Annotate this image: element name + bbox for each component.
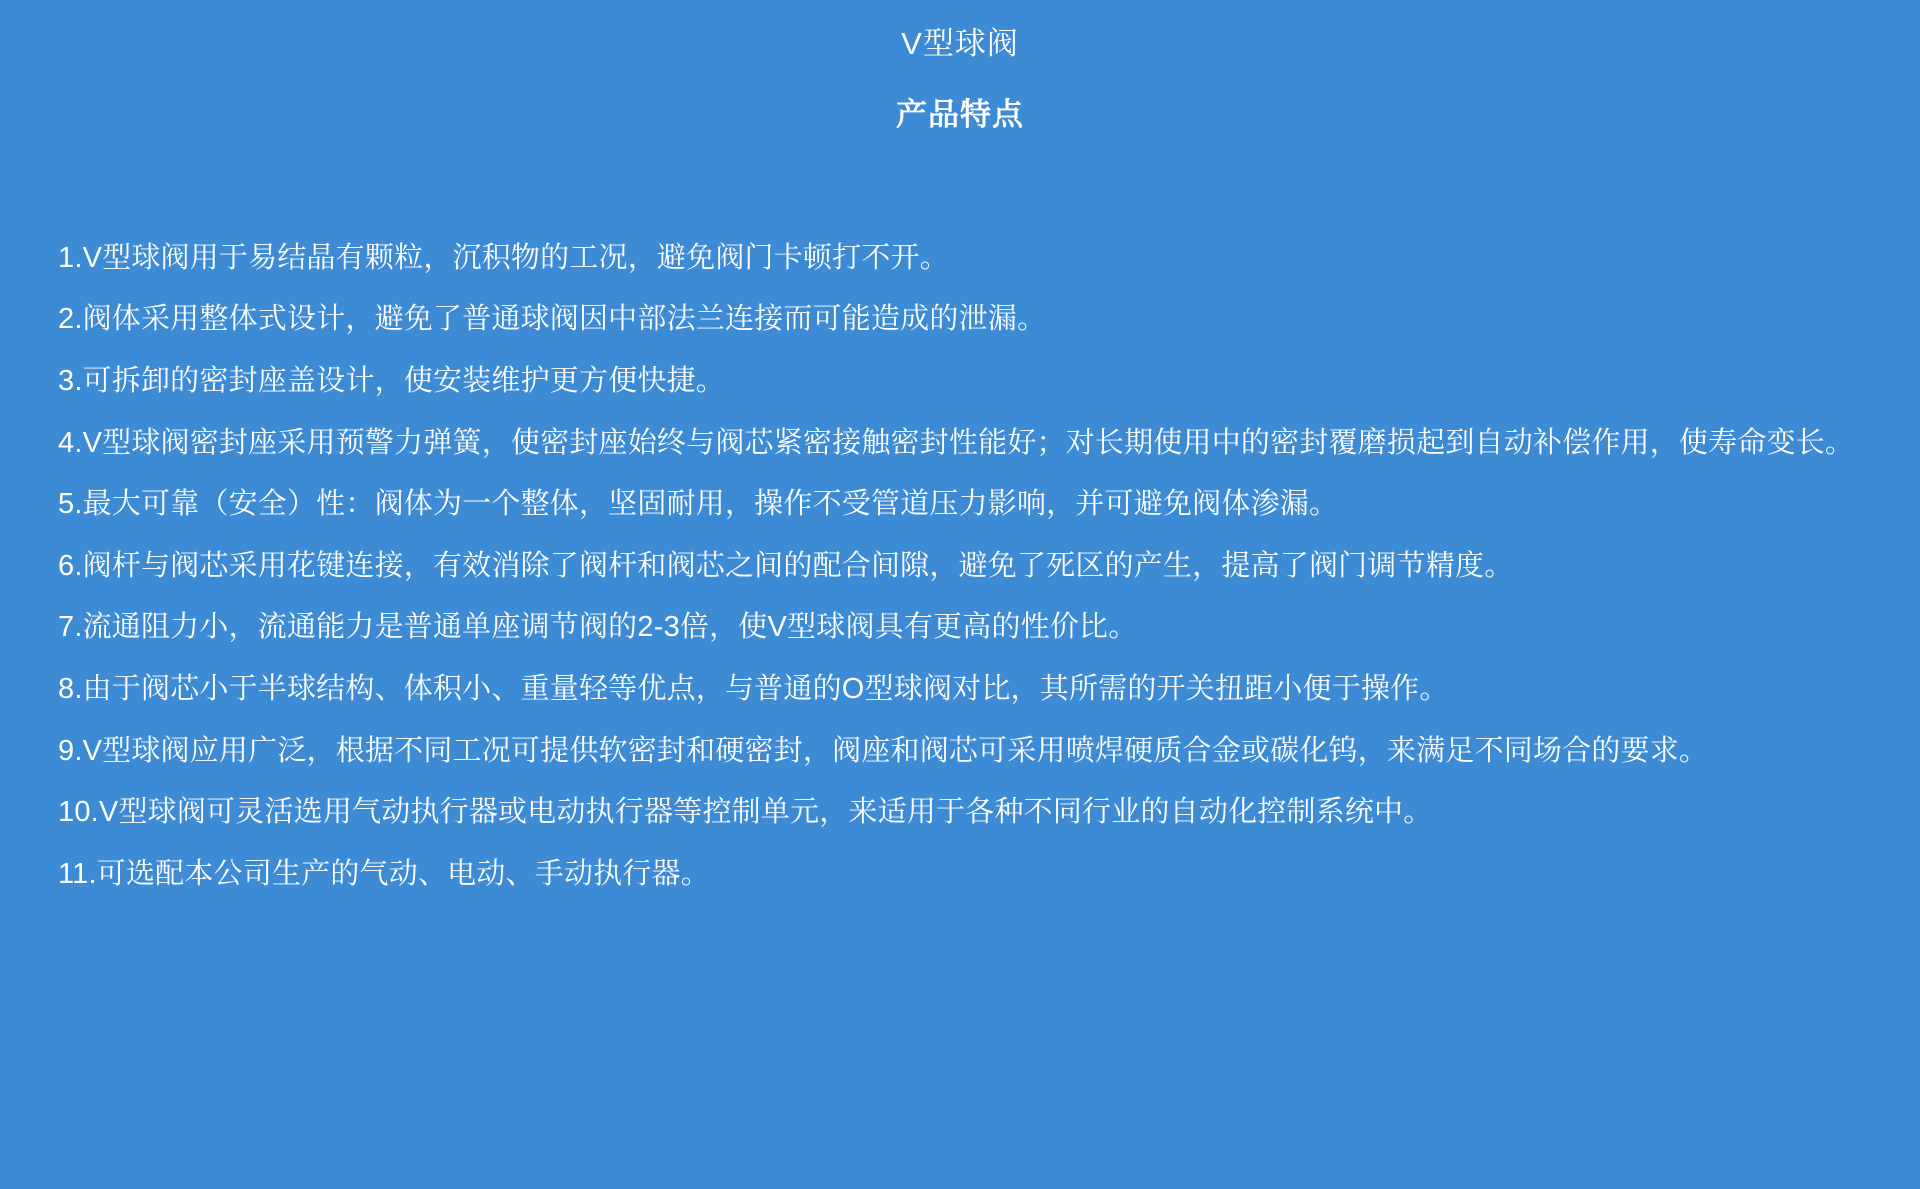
page-title: V型球阀 <box>901 26 1019 61</box>
list-item: 1.V型球阀用于易结晶有颗粒，沉积物的工况，避免阀门卡顿打不开。 <box>58 241 949 274</box>
list-item: 4.V型球阀密封座采用预警力弹簧，使密封座始终与阀芯紧密接触密封性能好；对长期使用中的密封覆磨损起到自动补偿作用，使寿命变长。 <box>58 426 1855 459</box>
list-item: 7.流通阻力小，流通能力是普通单座调节阀的2-3倍，使V型球阀具有更高的性价比。 <box>58 611 1138 644</box>
list-item: 10.V型球阀可灵活选用气动执行器或电动执行器等控制单元，来适用于各种不同行业的自动化控制系统中。 <box>58 796 1433 829</box>
list-item: 8.由于阀芯小于半球结构、体积小、重量轻等优点，与普通的O型球阀对比，其所需的开关扭距小便于操作。 <box>58 673 1449 706</box>
list-item: 3.可拆卸的密封座盖设计，使安装维护更方便快捷。 <box>58 365 725 397</box>
title-block <box>0 0 1920 137</box>
list-item: 5.最大可靠（安全）性：阀体为一个整体，坚固耐用，操作不受管道压力影响，并可避免阀体渗漏。 <box>58 488 1339 521</box>
list-item: 6.阀杆与阀芯采用花键连接，有效消除了阀杆和阀芯之间的配合间隙，避免了死区的产生，提高了阀门调节精度。 <box>58 549 1514 582</box>
list-item: 9.V型球阀应用广泛，根据不同工况可提供软密封和硬密封，阀座和阀芯可采用喷焊硬质合金或碳化钨，来满足不同场合的要求。 <box>58 734 1709 767</box>
list-item: 2.阀体采用整体式设计，避免了普通球阀因中部法兰连接而可能造成的泄漏。 <box>58 303 1047 336</box>
feature-list <box>0 233 1920 901</box>
list-item: 11.可选配本公司生产的气动、电动、手动执行器。 <box>58 857 710 890</box>
section-title: 产品特点 <box>896 97 1024 133</box>
